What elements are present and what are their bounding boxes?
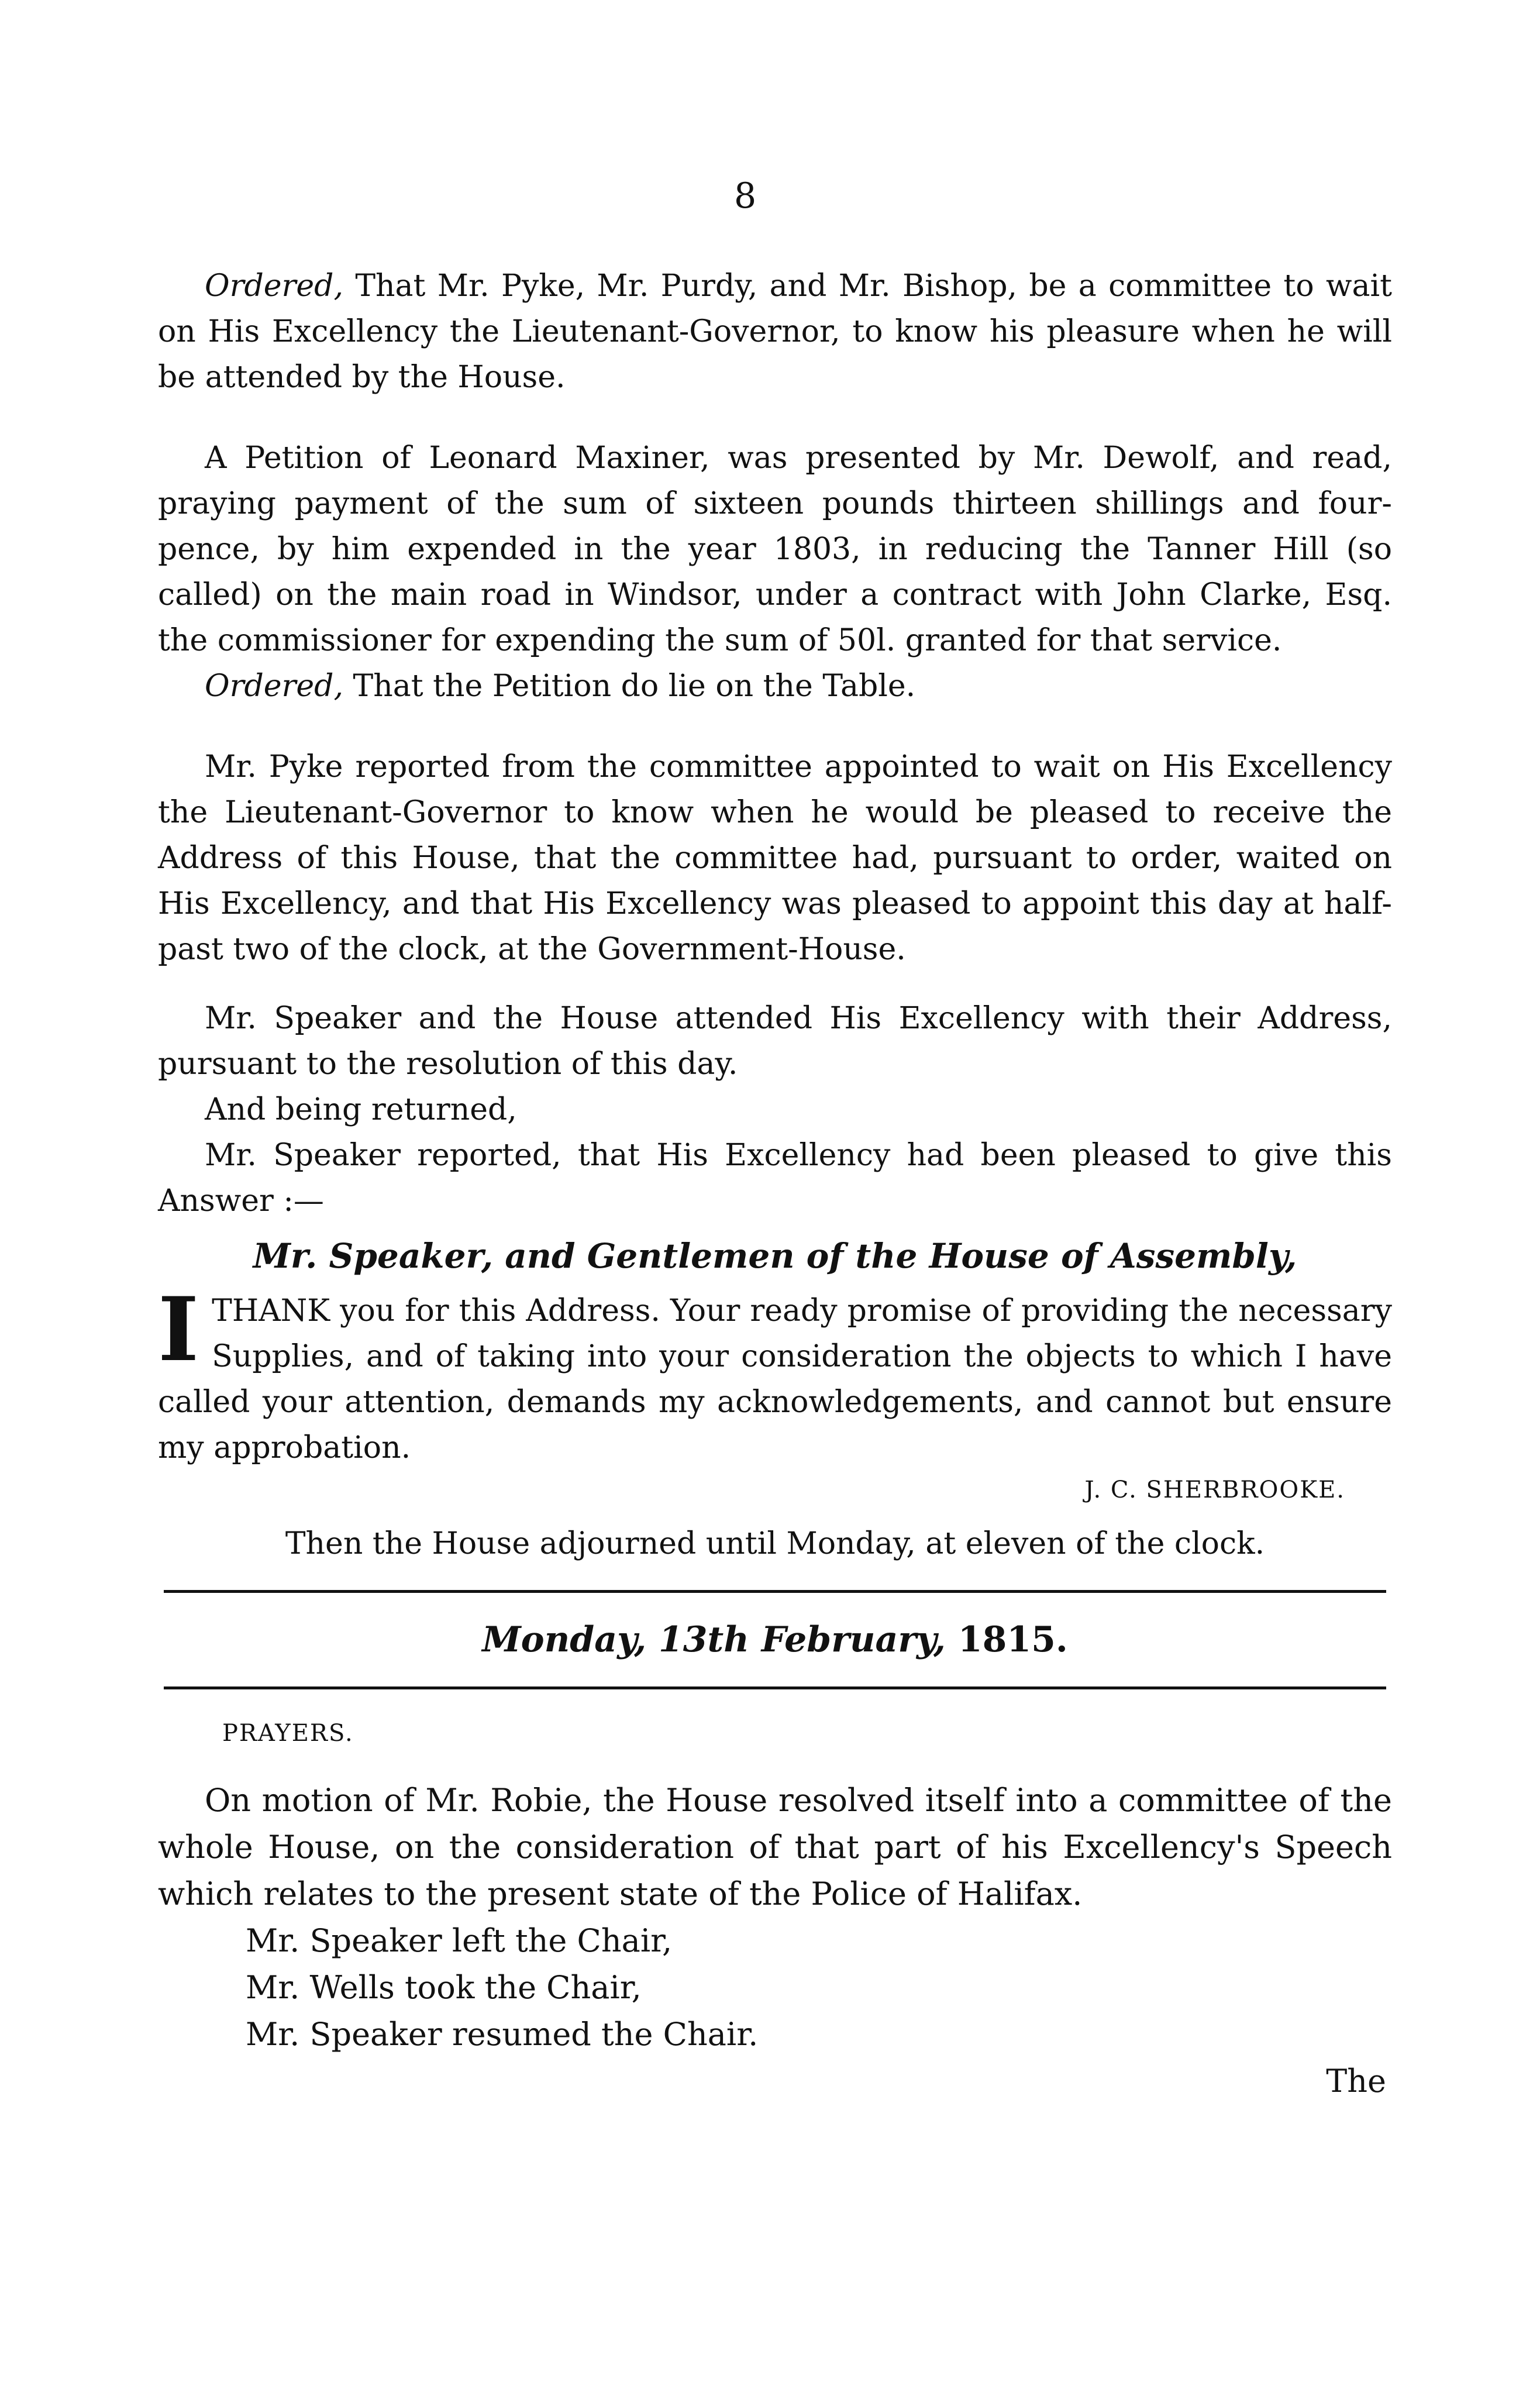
divider-top bbox=[164, 1590, 1386, 1593]
catchword: The bbox=[1326, 2063, 1386, 2099]
drop-cap: I bbox=[158, 1278, 199, 1381]
chair-line: Mr. Wells took the Chair, bbox=[246, 1969, 642, 2006]
paragraph-text: That Mr. Pyke, Mr. Purdy, and Mr. Bishop, be a committee to wait on His Excellency the Lieutenant-Governor, to know his pleasure when he will be attended by the House. bbox=[158, 269, 1392, 395]
chair-line: Mr. Speaker left the Chair, bbox=[246, 1922, 673, 1959]
paragraph-returned: And being returned, bbox=[205, 1092, 517, 1127]
paragraph-motion: On motion of Mr. Robie, the House resolved itself into a committee of the whole House, on the consideration of that part of his Excellency's Speech which relates to the present state of the Police of Halifax. bbox=[158, 1782, 1392, 1912]
paragraph-committee-order bbox=[158, 263, 1392, 400]
ordered-word: Ordered, bbox=[205, 269, 343, 304]
paragraph-text: That the Petition do lie on the Table. bbox=[343, 669, 916, 704]
date-heading bbox=[158, 1610, 1392, 1669]
ordered-word: Ordered, bbox=[205, 669, 343, 704]
chair-line: Mr. Speaker resumed the Chair. bbox=[246, 2016, 759, 2053]
paragraph-speaker-reported: Mr. Speaker reported, that His Excellency had been pleased to give this Answer :— bbox=[158, 1138, 1392, 1219]
paragraph-address-attended: Mr. Speaker and the House attended His Excellency with their Address, pursuant to the resolution of this day. bbox=[158, 1001, 1392, 1082]
reply-text: THANK you for this Address. Your ready promise of providing the necessary Supplies, and of taking into your consideration the objects to which I have called your attention, demands my acknowledgements, and cannot but ensure my approbation. bbox=[158, 1293, 1392, 1465]
paragraph-petition-order bbox=[158, 663, 1392, 709]
signature: J. C. SHERBROOKE. bbox=[1084, 1476, 1345, 1503]
governor-reply bbox=[158, 1278, 1392, 1471]
page-content bbox=[158, 263, 1392, 2105]
paragraph-petition: A Petition of Leonard Maxiner, was presented by Mr. Dewolf, and read, praying payment of the sum of sixteen pounds thirteen shillings and four-pence, by him expended in the year 1803, in reducing the Tanner Hill (so called) on the main road in Windsor, under a contract with John Clarke, Esq. the commissioner for expending the sum of 50l. granted for that service. bbox=[158, 440, 1392, 658]
date-day: Monday, bbox=[482, 1619, 647, 1660]
date-month: 13th February, bbox=[659, 1619, 946, 1660]
date-year: 1815. bbox=[957, 1619, 1068, 1660]
salutation-heading: Mr. Speaker, and Gentlemen of the House of Assembly, bbox=[253, 1236, 1297, 1276]
paragraph-committee-report: Mr. Pyke reported from the committee appointed to wait on His Excellency the Lieutenant-Governor to know when he would be pleased to receive the Address of this House, that the committee had, pursuant to order, waited on His Excellency, and that His Excellency was pleased to appoint this day at half-past two of the clock, at the Government-House. bbox=[158, 749, 1392, 967]
page-number: 8 bbox=[734, 175, 757, 216]
divider-bottom bbox=[164, 1686, 1386, 1689]
prayers-heading: PRAYERS. bbox=[222, 1720, 354, 1747]
adjournment-line: Then the House adjourned until Monday, at eleven of the clock. bbox=[285, 1526, 1265, 1561]
